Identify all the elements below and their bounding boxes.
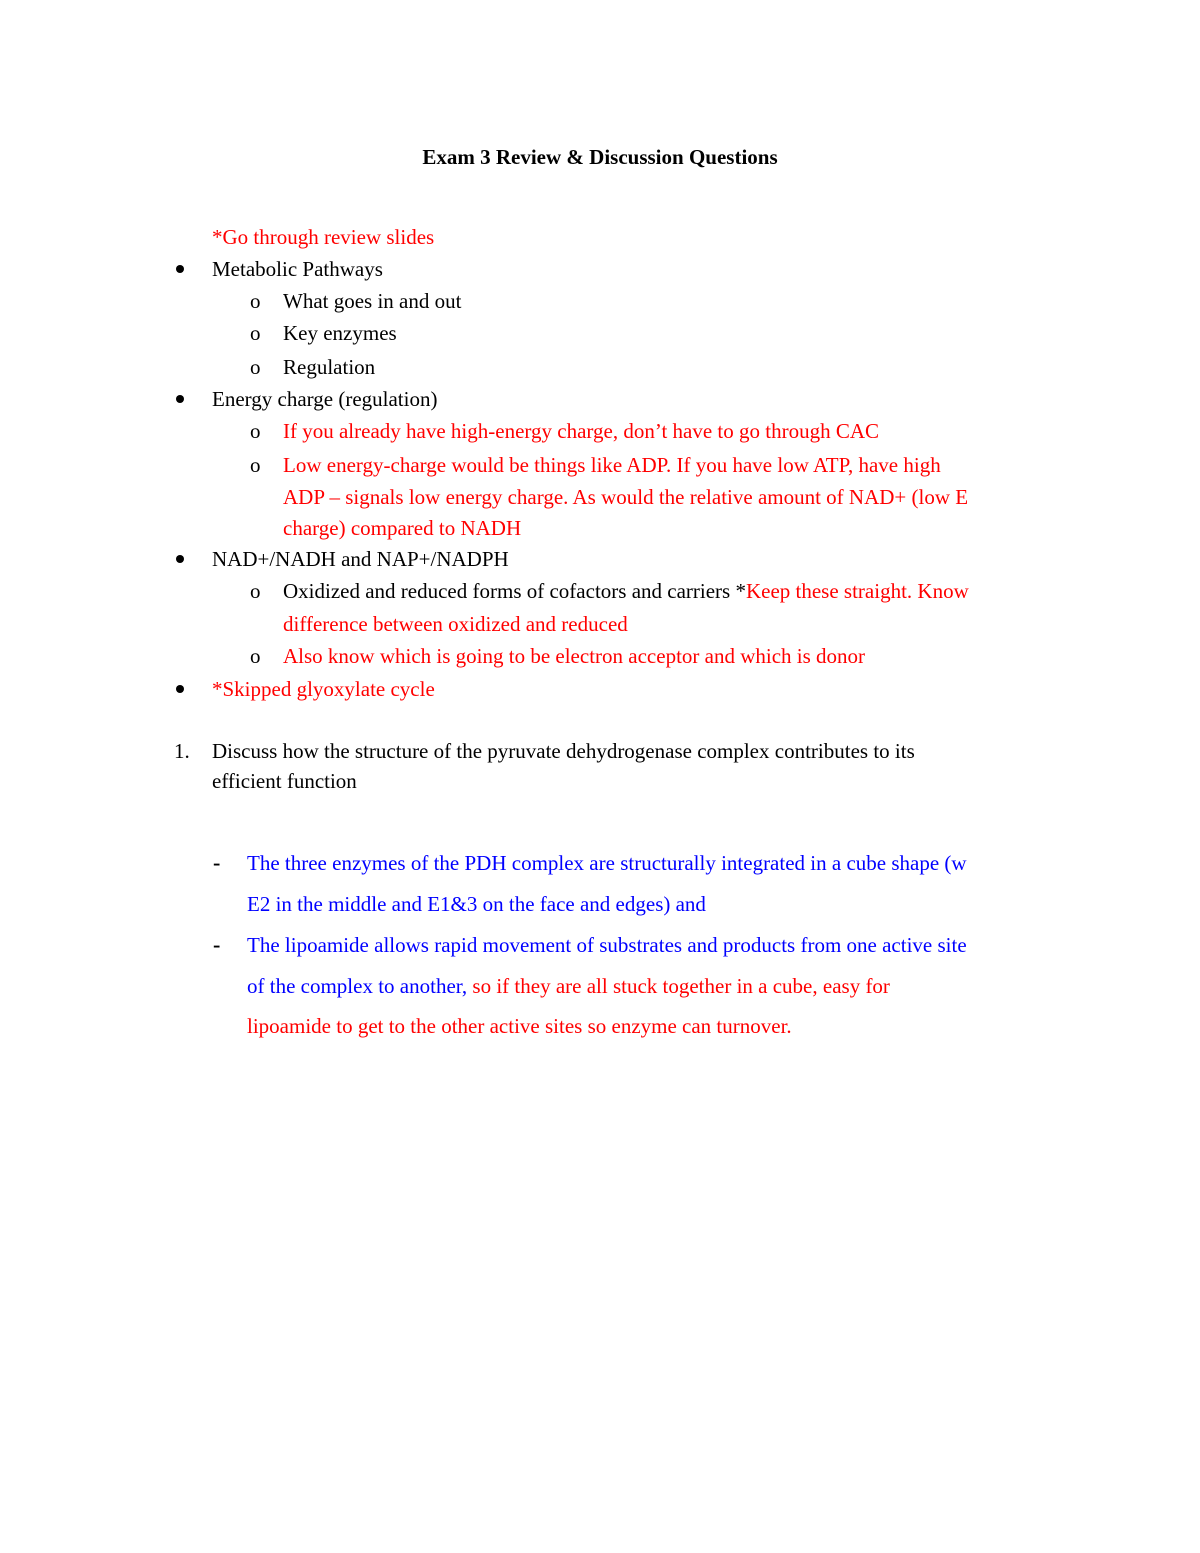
answer-dash-icon: - — [213, 850, 221, 875]
sub-item-keep-straight: Keep these straight. Know — [745, 579, 969, 603]
bullet-icon — [176, 265, 184, 273]
sub-item-low-energy-line1: Low energy-charge would be things like ADP. If you have low ATP, have high — [283, 453, 941, 477]
question-line1: Discuss how the structure of the pyruvate dehydrogenase complex contributes to its — [212, 739, 915, 763]
sub-bullet-icon: o — [250, 579, 261, 603]
answer1-line1: The three enzymes of the PDH complex are structurally integrated in a cube shape (w — [247, 851, 967, 875]
bullet-metabolic-pathways: Metabolic Pathways — [212, 257, 383, 281]
answer-dash-icon: - — [213, 932, 221, 957]
sub-bullet-icon: o — [250, 453, 261, 477]
question-number: 1. — [174, 739, 190, 763]
sub-bullet-icon: o — [250, 321, 261, 345]
sub-bullet-icon: o — [250, 289, 261, 313]
answer2-line1: The lipoamide allows rapid movement of substrates and products from one active site — [247, 933, 967, 957]
answer2-line2 — [247, 974, 890, 998]
answer1-line2: E2 in the middle and E1&3 on the face and edges) and — [247, 892, 706, 916]
question-line2: efficient function — [212, 769, 357, 793]
sub-item-low-energy-line3: charge) compared to NADH — [283, 516, 522, 540]
sub-item-acceptor-donor: Also know which is going to be electron acceptor and which is donor — [283, 644, 866, 668]
answer2-line3: lipoamide to get to the other active sites so enzyme can turnover. — [247, 1014, 792, 1038]
answer2-line2-red: so if they are all stuck together in a cube, easy for — [467, 974, 890, 998]
sub-item-key-enzymes: Key enzymes — [283, 321, 397, 345]
bullet-nad-nadh: NAD+/NADH and NAP+/NADPH — [212, 547, 509, 571]
sub-item-regulation: Regulation — [283, 355, 376, 379]
bullet-icon — [176, 555, 184, 563]
review-slides-note: *Go through review slides — [212, 225, 435, 249]
sub-item-oxidized-reduced — [283, 579, 969, 603]
answer2-line2-blue: of the complex to another, — [247, 974, 468, 998]
sub-item-high-energy: If you already have high-energy charge, don’t have to go through CAC — [283, 419, 880, 443]
sub-item-oxidized-black: Oxidized and reduced forms of cofactors and carriers * — [283, 579, 746, 603]
sub-bullet-icon: o — [250, 644, 261, 668]
bullet-skipped-glyoxylate: *Skipped glyoxylate cycle — [212, 677, 435, 701]
sub-item-low-energy-line2: ADP – signals low energy charge. As would the relative amount of NAD+ (low E — [283, 485, 969, 509]
bullet-icon — [176, 685, 184, 693]
page-title: Exam 3 Review & Discussion Questions — [422, 145, 778, 169]
bullet-icon — [176, 395, 184, 403]
bullet-energy-charge: Energy charge (regulation) — [212, 387, 438, 411]
sub-item-difference: difference between oxidized and reduced — [283, 612, 628, 636]
sub-bullet-icon: o — [250, 419, 261, 443]
sub-item-in-out: What goes in and out — [283, 289, 462, 313]
sub-bullet-icon: o — [250, 355, 261, 379]
